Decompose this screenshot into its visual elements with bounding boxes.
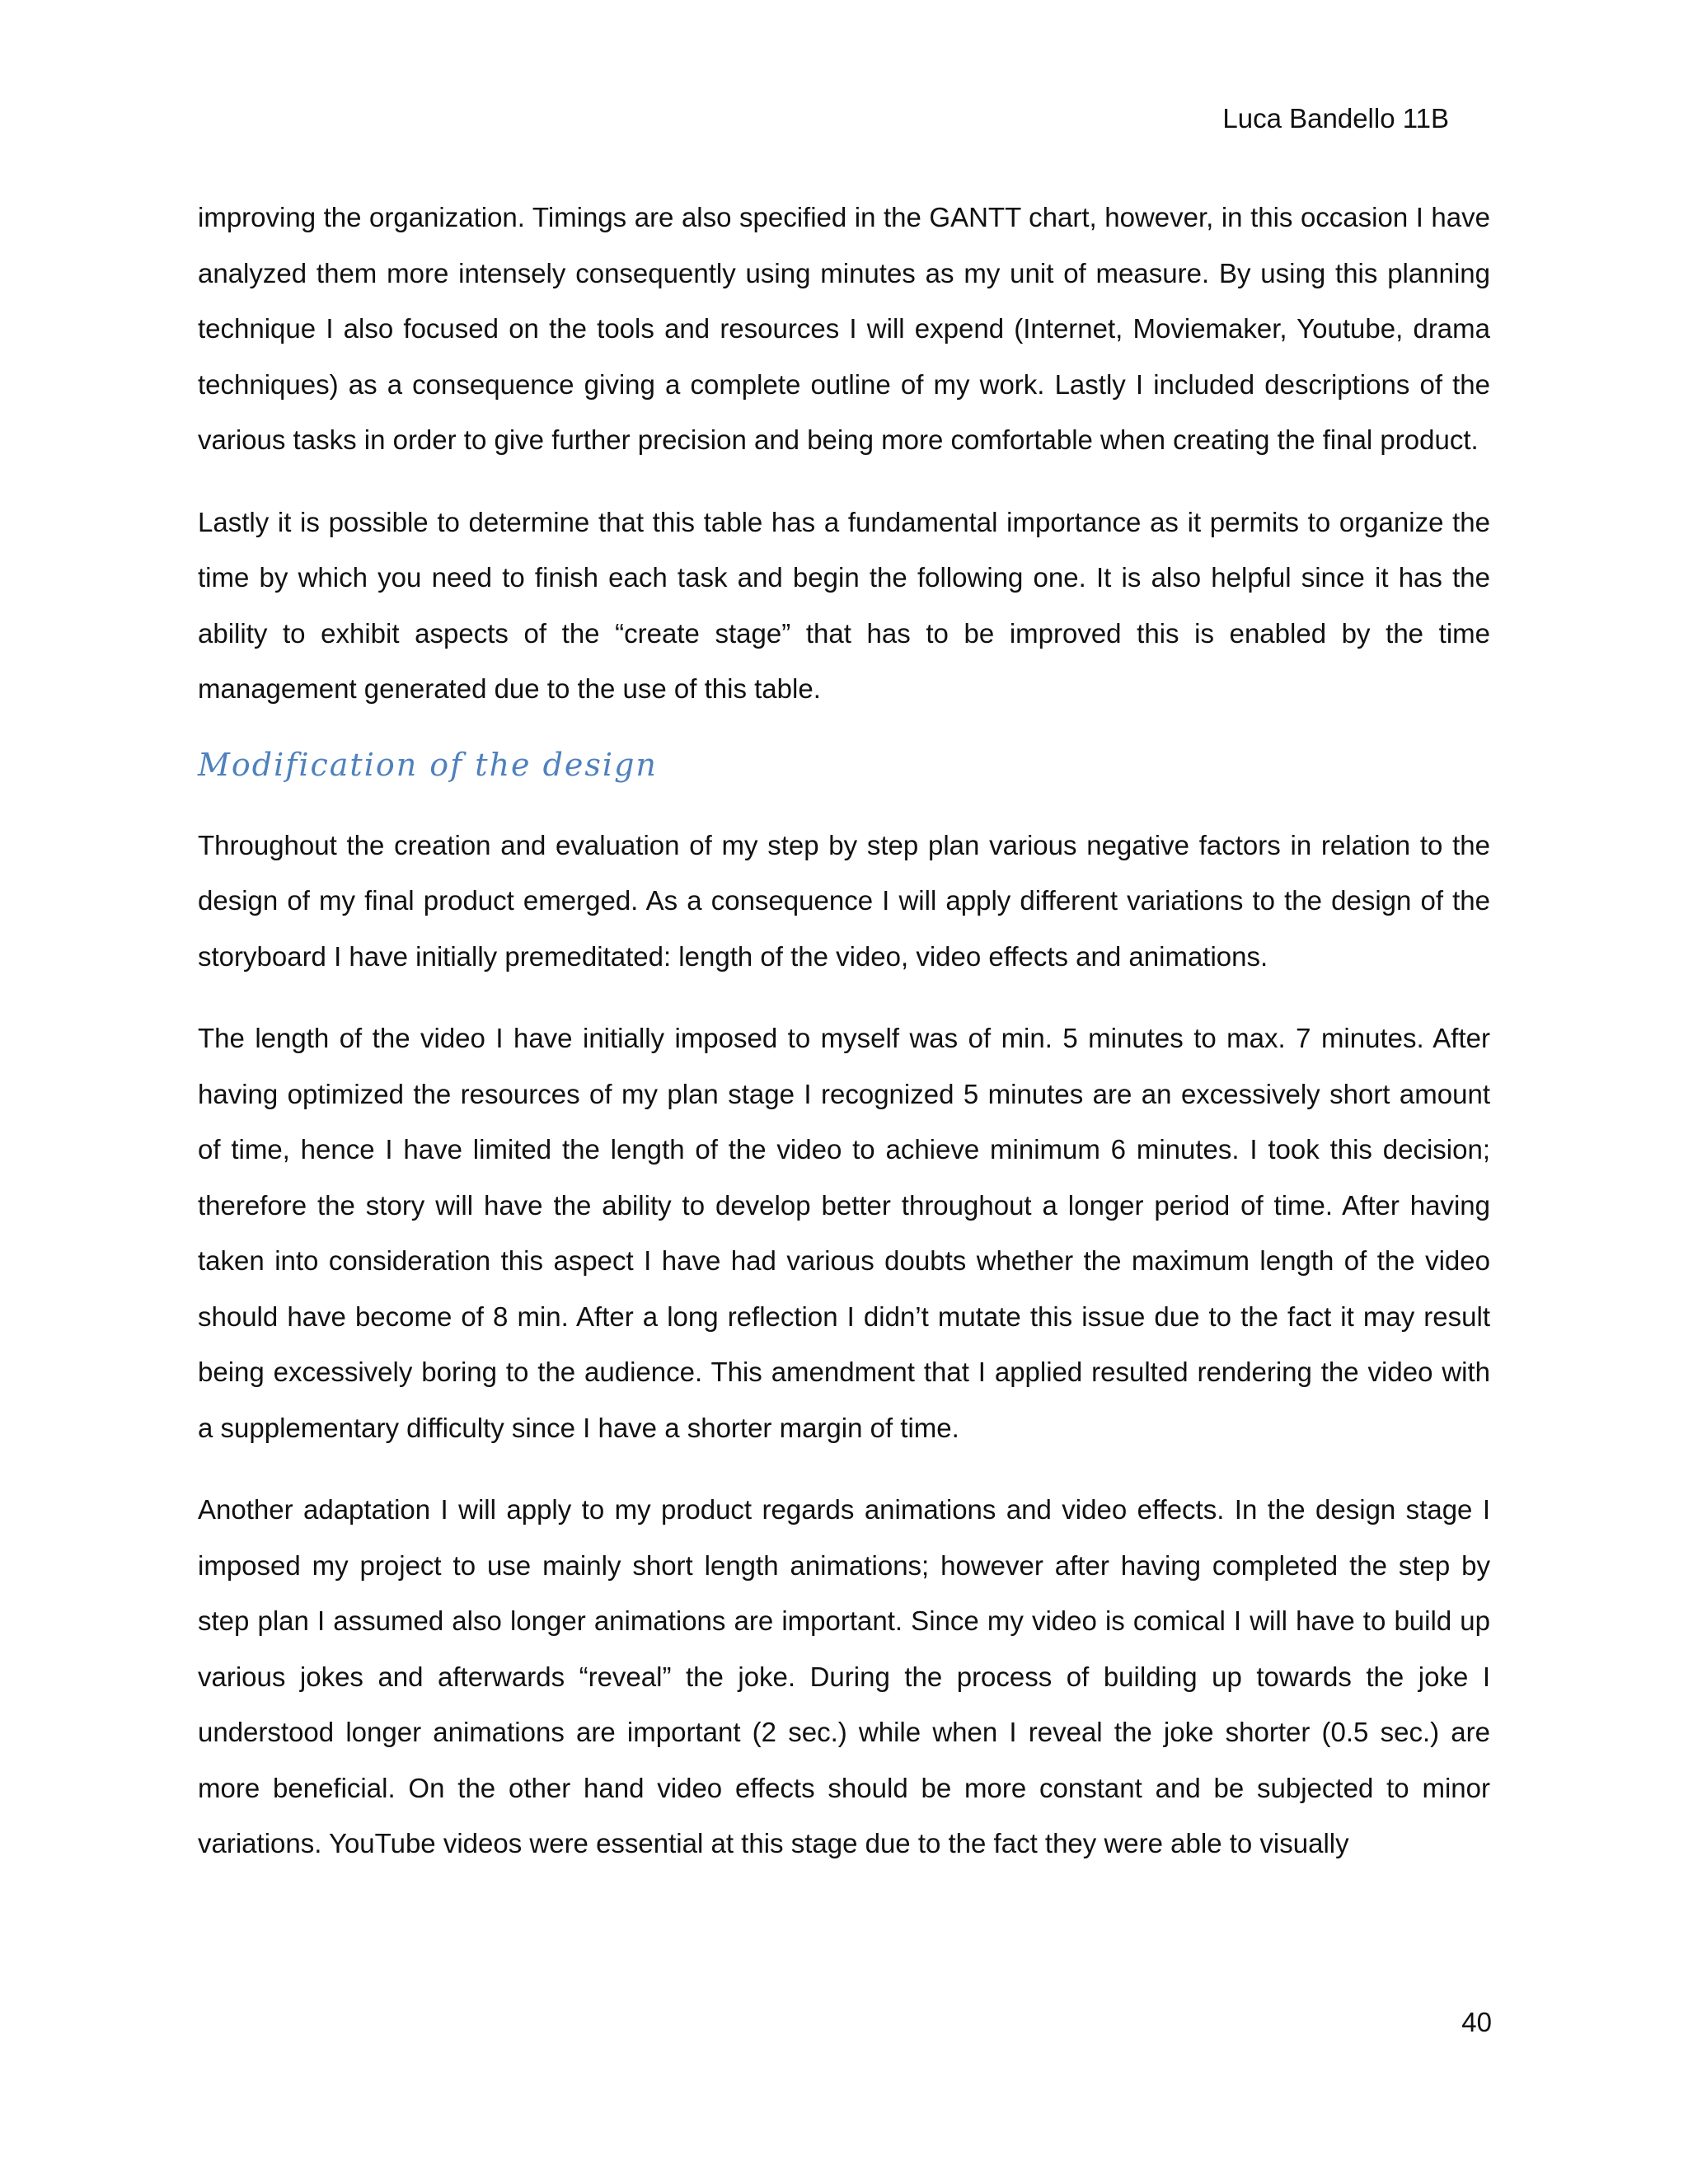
page-number: 40 [1461, 2007, 1492, 2037]
section-heading: Modification of the design [198, 746, 658, 783]
body-paragraph: Lastly it is possible to determine that this table has a fundamental importance as it permits to organize the time by which you need to finish each task and begin the following one. It is also helpful since it has the ability to exhibit aspects of the “create stage” that has to be improved this is enabled by the time management generated due to the use of this table. [198, 506, 1490, 704]
document-body [198, 190, 1490, 1898]
page-header-author: Luca Bandello 11B [1222, 103, 1449, 134]
section-paragraph: Another adaptation I will apply to my product regards animations and video effects. In the design stage I imposed my project to use mainly short length animations; however after having completed the step by step plan I assumed also longer animations are important. Since my video is comical I will have to build up various jokes and afterwards “reveal” the joke. During the process of building up towards the joke I understood longer animations are important (2 sec.) while when I reveal the joke shorter (0.5 sec.) are more beneficial. On the other hand video effects should be more constant and be subjected to minor variations. YouTube videos were essential at this stage due to the fact they were able to visually [198, 1494, 1490, 1858]
body-paragraph: improving the organization. Timings are also specified in the GANTT chart, however, in this occasion I have analyzed them more intensely consequently using minutes as my unit of measure. By using this planning technique I also focused on the tools and resources I will expend (Internet, Moviemaker, Youtube, drama techniques) as a consequence giving a complete outline of my work. Lastly I included descriptions of the various tasks in order to give further precision and being more comfortable when creating the final product. [198, 202, 1490, 455]
section-paragraph: The length of the video I have initially imposed to myself was of min. 5 minutes to max. 7 minutes. After having optimized the resources of my plan stage I recognized 5 minutes are an excessively short amount of time, hence I have limited the length of the video to achieve minimum 6 minutes. I took this decision; therefore the story will have the ability to develop better throughout a longer period of time. After having taken into consideration this aspect I have had various doubts whether the maximum length of the video should have become of 8 min. After a long reflection I didn’t mutate this issue due to the fact it may result being excessively boring to the audience. This amendment that I applied resulted rendering the video with a supplementary difficulty since I have a shorter margin of time. [198, 1023, 1490, 1443]
section-paragraph: Throughout the creation and evaluation of my step by step plan various negative factors in relation to the design of my final product emerged. As a consequence I will apply different variations to the design of the storyboard I have initially premeditated: length of the video, video effects and animations. [198, 829, 1490, 972]
